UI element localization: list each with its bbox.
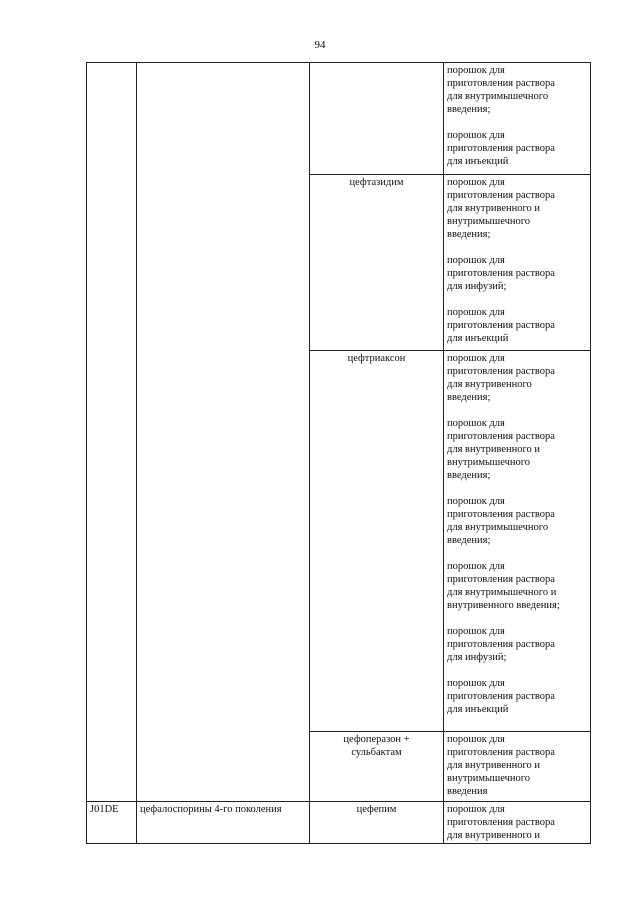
dosage-form: порошок для приготовления раствора для внутримышечного введения; <box>447 65 555 115</box>
dosage-forms-cell <box>444 63 591 175</box>
dosage-form: порошок для приготовления раствора для внутримышечного и внутривенного введения; <box>447 561 560 611</box>
table-row <box>87 802 591 844</box>
drug-table <box>86 62 591 844</box>
atc-code-cell: J01DE <box>87 802 137 844</box>
page-number: 94 <box>314 39 326 51</box>
table-row <box>87 63 591 175</box>
dosage-form: порошок для приготовления раствора для инъекций <box>447 130 555 167</box>
dosage-form: порошок для приготовления раствора для внутривенного и внутримышечного введения; <box>447 418 555 481</box>
drug-name-cell: цефтриаксон <box>310 351 444 732</box>
drug-name-cell: цефтазидим <box>310 175 444 351</box>
dosage-forms-cell <box>444 175 591 351</box>
group-cell <box>137 63 310 802</box>
dosage-form: порошок для приготовления раствора для внутримышечного введения; <box>447 496 555 546</box>
dosage-form: порошок для приготовления раствора для инфузий; <box>447 626 555 663</box>
drug-name-cell <box>310 63 444 175</box>
dosage-forms-cell <box>444 732 591 802</box>
dosage-form: порошок для приготовления раствора для инъекций <box>447 307 555 344</box>
group-cell: цефалоспорины 4-го поколения <box>137 802 310 844</box>
dosage-form: порошок для приготовления раствора для внутривенного и <box>447 804 555 841</box>
dosage-form: порошок для приготовления раствора для внутривенного введения; <box>447 353 555 403</box>
dosage-form: порошок для приготовления раствора для внутривенного и внутримышечного введения <box>447 734 555 797</box>
dosage-form: порошок для приготовления раствора для внутривенного и внутримышечного введения; <box>447 177 555 240</box>
atc-code-cell <box>87 63 137 802</box>
drug-name-cell: цефепим <box>310 802 444 844</box>
dosage-forms-cell <box>444 802 591 844</box>
drug-name-cell: цефоперазон + сульбактам <box>310 732 444 802</box>
dosage-form: порошок для приготовления раствора для инъекций <box>447 678 555 715</box>
dosage-form: порошок для приготовления раствора для инфузий; <box>447 255 555 292</box>
dosage-forms-cell <box>444 351 591 732</box>
